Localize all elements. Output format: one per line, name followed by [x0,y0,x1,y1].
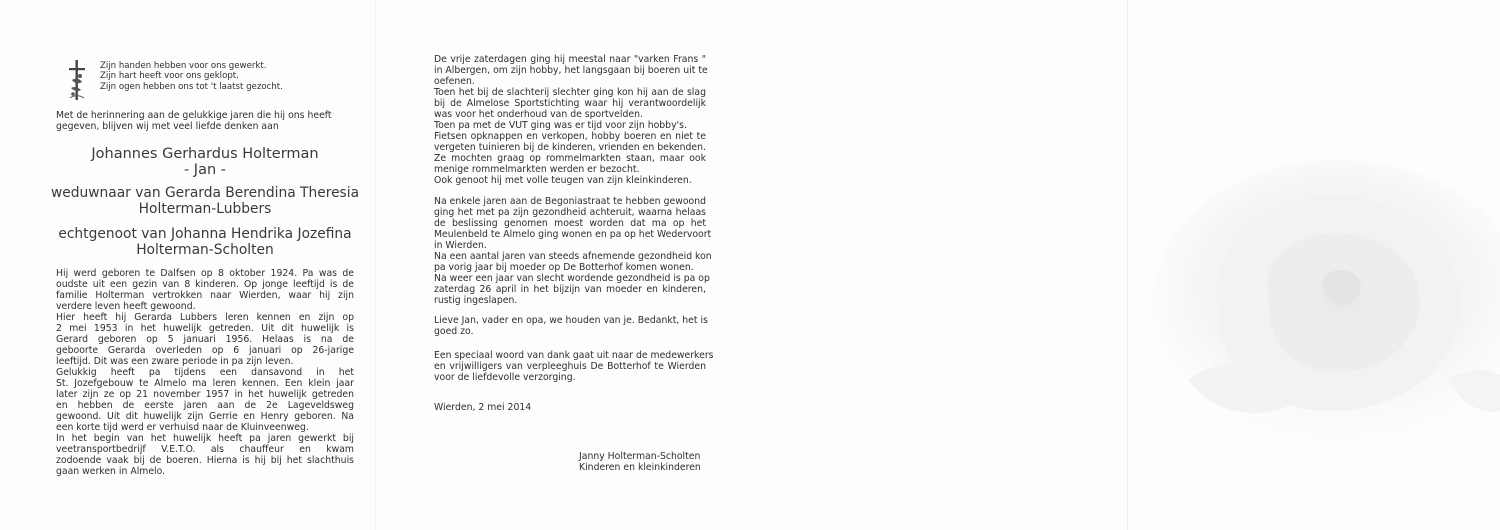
fold-line-left [375,0,376,530]
farewell-line: goed zo. [434,326,474,337]
hobby-line: De vrije zaterdagen ging hij meestal naar "varken Frans " [434,54,706,65]
widower-line: weduwnaar van Gerarda Berendina Theresia [50,185,360,201]
farewell-paragraph [434,315,706,337]
life-line: later zijn ze op 21 november 1957 in het huwelijk getreden [56,389,354,400]
thanks-line: Een speciaal woord van dank gaat uit naar de medewerkers [434,350,714,361]
hobby-line: menige rommelmarkten werden er bezocht. [434,164,640,175]
life-line: en hebben de eerste jaren aan de 2e Lageveldsweg [56,400,354,411]
signer-line: Janny Holterman-Scholten [579,451,701,462]
life-line: een korte tijd werd er verhuisd naar de Kluinveenweg. [56,422,309,433]
farewell-line: Lieve Jan, vader en opa, we houden van je. Bedankt, het is [434,315,708,326]
memorial-verse [100,61,350,92]
spouse-of [40,227,370,258]
life-line: 2 mei 1953 in het huwelijk getreden. Uit dit huwelijk is [56,323,354,334]
full-name: Johannes Gerhardus Holterman [91,146,319,162]
health-line: Meulenbeld te Almelo ging wonen en pa op het Wedervoort [434,229,712,240]
life-story [56,268,354,477]
health-line: de beslissing genomen moest worden dat ma op het [434,218,706,229]
life-line: Hier heeft hij Gerarda Lubbers leren kennen en zijn op [56,312,354,323]
life-line: Gerard geboren op 5 januari 1956. Helaas is na de [56,334,354,345]
life-line: verdere leven heeft gewoond. [56,301,196,312]
signer-line: Kinderen en kleinkinderen [579,462,701,473]
spouse-line: Holterman-Scholten [136,241,274,258]
cross-with-flowers-icon [66,58,88,102]
hobby-line: Fietsen opknappen en verkopen, hobby boeren en niet te [434,131,706,142]
nickname: - Jan - [183,162,227,178]
memory-line: Met de herinnering aan de gelukkige jaren die hij ons heeft [56,110,332,121]
hobby-line: oefenen. [434,76,475,87]
life-line: leeftijd. Dit was een zware periode in pa zijn leven. [56,356,294,367]
health-line: Na enkele jaren aan de Begoniastraat te hebben gewoond [434,196,706,207]
health-line: in Wierden. [434,240,487,251]
thanks-line: en vrijwilligers van verpleeghuis De Botterhof te Wierden [434,361,706,372]
hobby-line: was voor het onderhoud van de sportvelden. [434,109,643,120]
white-rose-image [1148,150,1500,450]
health-line: rustig ingeslapen. [434,295,518,306]
health-line: pa vorig jaar bij moeder op De Botterhof komen wonen. [434,262,694,273]
hobby-line: in Albergen, om zijn hobby, het langsgaan bij boeren uit te [434,65,708,76]
verse-line: Zijn hart heeft voor ons geklopt. [100,71,239,82]
life-line: Gelukkig heeft pa tijdens een dansavond in het [56,367,354,378]
hobby-line: Toen het bij de slachterij slechter ging kon hij aan de slag [434,87,706,98]
health-line: ging het met pa zijn gezondheid achteruit, waarna helaas [434,207,706,218]
widower-of [40,186,370,217]
hobby-line: bij de Almelose Sportstichting waar hij verantwoordelijk [434,98,706,109]
health-paragraph [434,196,712,306]
hobby-line: Ook genoot hij met volle teugen van zijn kleinkinderen. [434,175,692,186]
thanks-paragraph [434,350,714,383]
life-line: familie Holterman vertrokken naar Wierden, waar hij zijn [56,290,354,301]
life-line: St. Jozefgebouw te Almelo ma leren kennen. Een klein jaar [56,378,354,389]
signers [579,451,701,473]
fold-line-right [1127,0,1128,530]
health-line: Na weer een jaar van slecht wordende gezondheid is pa op [434,273,710,284]
life-line: In het begin van het huwelijk heeft pa jaren gewerkt bij [56,433,354,444]
widower-line: Holterman-Lubbers [138,200,272,217]
hobbies-paragraph [434,54,706,186]
life-line: gaan werken in Almelo. [56,466,166,477]
place-date: Wierden, 2 mei 2014 [434,402,532,413]
memory-line: gegeven, blijven wij met veel liefde denken aan [56,121,279,132]
life-line: zodoende vaak bij de boeren. Hierna is hij bij het slachthuis [56,455,354,466]
hobby-line: vergeten tuinieren bij de kinderen, vrienden en bekenden. [434,142,706,153]
hobby-line: Ze mochten graag op rommelmarkten staan, maar ook [434,153,706,164]
verse-line: Zijn handen hebben voor ons gewerkt. [100,61,267,71]
life-line: oudste uit een gezin van 8 kinderen. Op jonge leeftijd is de [56,279,354,290]
health-line: zaterdag 26 april in het bijzijn van moeder en kinderen, [434,284,706,295]
thanks-line: voor de liefdevolle verzorging. [434,372,576,383]
life-line: veetransportbedrijf V.E.T.O. als chauffeur en kwam [56,444,354,455]
memory-intro [56,110,356,132]
hobby-line: Toen pa met de VUT ging was er tijd voor zijn hobby's. [434,120,687,131]
verse-line: Zijn ogen hebben ons tot 't laatst gezocht. [100,81,283,92]
life-line: Hij werd geboren te Dalfsen op 8 oktober 1924. Pa was de [56,268,354,279]
spouse-line: echtgenoot van Johanna Hendrika Jozefina [58,226,352,242]
life-line: gewoond. Uit dit huwelijk zijn Gerrie en Henry geboren. Na [56,411,354,422]
life-line: geboorte Gerarda overleden op 6 januari op 26-jarige [56,345,354,356]
health-line: Na een aantal jaren van steeds afnemende gezondheid kon [434,251,712,262]
deceased-name [40,146,370,178]
